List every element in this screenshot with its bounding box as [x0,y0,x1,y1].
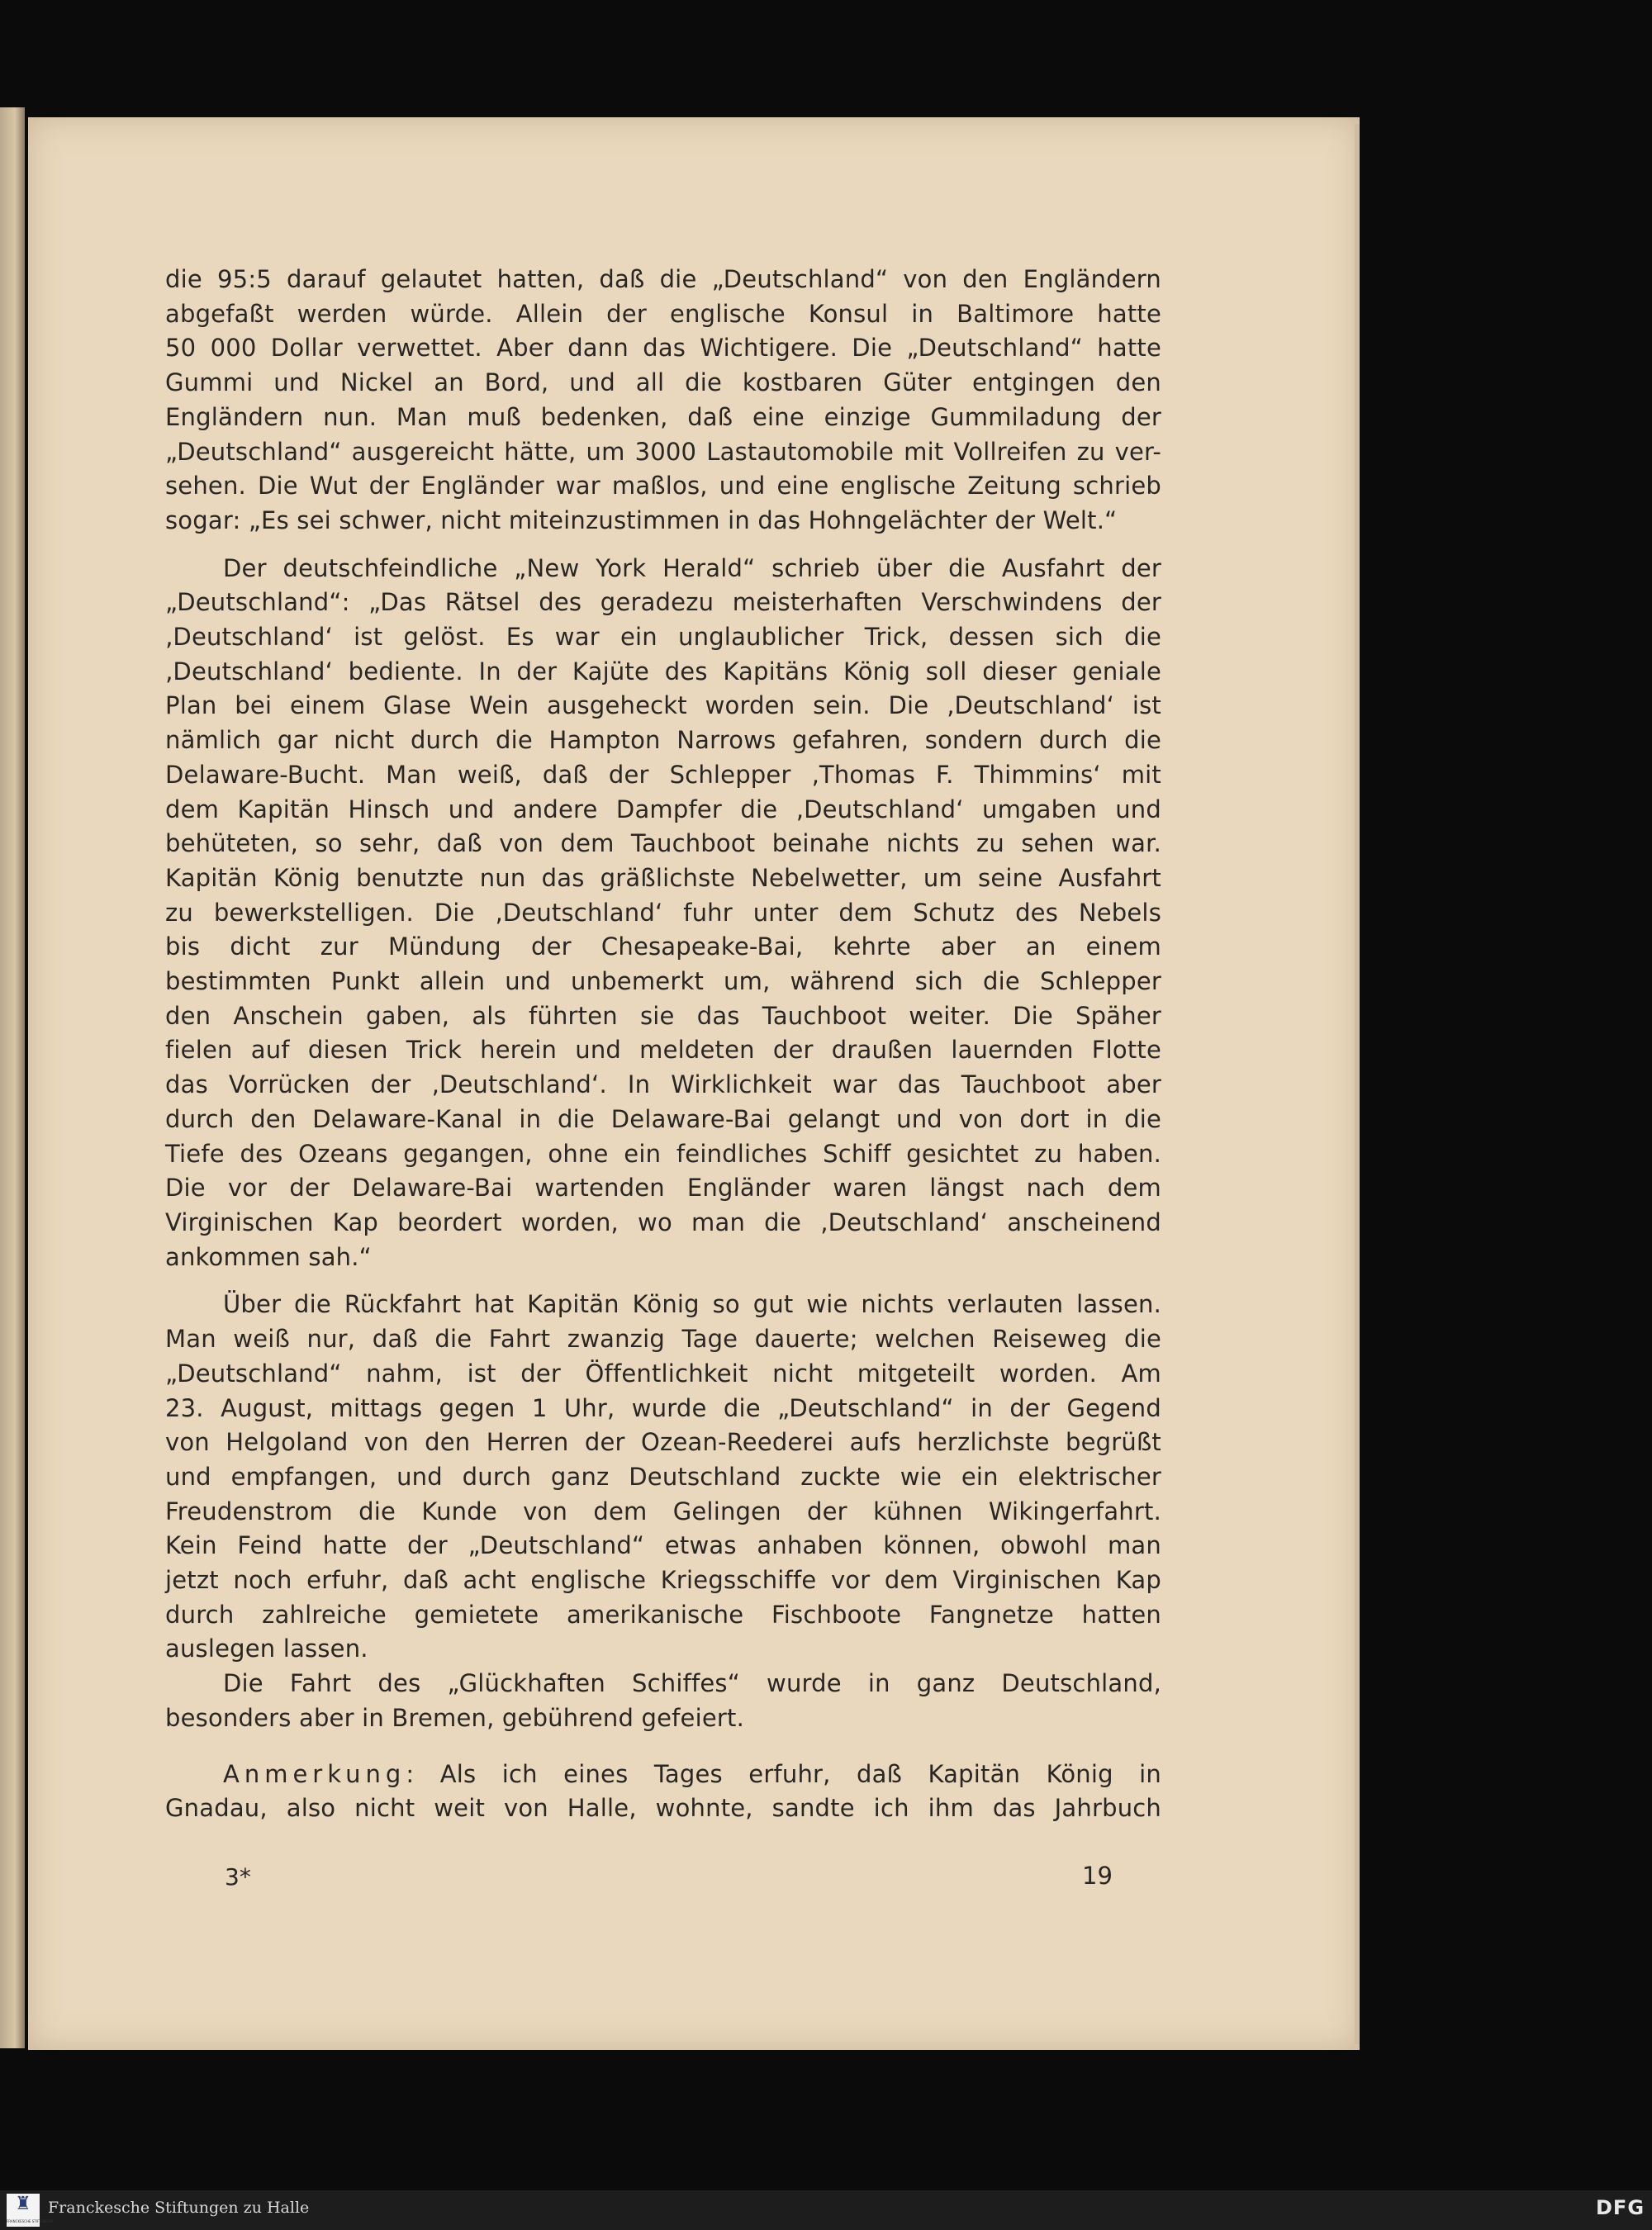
text-line: den Anschein gaben, als führten sie das Tauchboot weiter. Die Späher [165,1001,1161,1030]
tower-icon: ♜ [15,2194,31,2214]
text-line: „Deutschland“ ausgereicht hätte, um 3000 Lastautomobile mit Vollreifen zu ver- [165,437,1161,466]
note-line [165,1758,1161,1792]
text-line: fielen auf diesen Trick herein und meldeten der draußen lauernden Flotte [165,1036,1161,1065]
text-line: 50 000 Dollar verwettet. Aber dann das Wichtigere. Die „Deutschland“ hatte [165,334,1161,363]
text-line: und empfangen, und durch ganz Deutschland zuckte wie ein elektrischer [165,1462,1161,1491]
text-line: auslegen lassen. [165,1635,368,1663]
page-number: 19 [1082,1862,1113,1890]
text-line: bestimmten Punkt allein und unbemerkt um, während sich die Schlepper [165,967,1161,996]
dfg-logo: DFG [1596,2196,1645,2219]
note-text: : Als ich eines Tages erfuhr, daß Kapitän König in [406,1759,1161,1788]
text-line: Plan bei einem Glase Wein ausgeheckt worden sein. Die ‚Deutschland‘ ist [165,691,1161,720]
institution-name: Franckesche Stiftungen zu Halle [48,2199,310,2217]
body-text [165,263,1161,1826]
signature-mark: 3* [225,1863,251,1891]
text-line: Kein Feind hatte der „Deutschland“ etwas anhaben können, obwohl man [165,1531,1161,1560]
text-line: die 95:5 darauf gelautet hatten, daß die „Deutschland“ von den Engländern [165,265,1161,293]
text-line: bis dicht zur Mündung der Chesapeake-Bai, kehrte aber an einem [165,932,1161,961]
text-line: sogar: „Es sei schwer, nicht miteinzustimmen in das Hohngelächter der Welt.“ [165,505,1118,534]
text-line: Die Fahrt des „Glückhaften Schiffes“ wurde in ganz Deutschland, [223,1669,1161,1698]
text-line: Kapitän König benutzte nun das gräßlichste Nebelwetter, um seine Ausfahrt [165,863,1161,892]
text-line: jetzt noch erfuhr, daß acht englische Kriegsschiffe vor dem Virginischen Kap [165,1566,1161,1595]
text-line: zu bewerkstelligen. Die ‚Deutschland‘ fuhr unter dem Schutz des Nebels [165,898,1161,927]
logo-caption: FRANCKESCHE STIFTUNGEN [7,2219,54,2223]
text-line: sehen. Die Wut der Engländer war maßlos, und eine englische Zeitung schrieb [165,472,1161,501]
text-line: behüteten, so sehr, daß von dem Tauchboot beinahe nichts zu sehen war. [165,829,1161,858]
text-line: Über die Rückfahrt hat Kapitän König so gut wie nichts verlauten lassen. [223,1290,1161,1319]
text-line: das Vorrücken der ‚Deutschland‘. In Wirklichkeit war das Tauchboot aber [165,1070,1161,1099]
text-line: Die vor der Delaware-Bai wartenden Engländer waren längst nach dem [165,1174,1161,1203]
text-line: Virginischen Kap beordert worden, wo man die ‚Deutschland‘ anscheinend [165,1208,1161,1236]
text-line: ‚Deutschland‘ ist gelöst. Es war ein unglaublicher Trick, dessen sich die [165,623,1161,652]
text-line: Delaware-Bucht. Man weiß, daß der Schlepper ‚Thomas F. Thimmins‘ mit [165,760,1161,789]
text-line: 23. August, mittags gegen 1 Uhr, wurde die „Deutschland“ in der Gegend [165,1393,1161,1422]
text-line: Gummi und Nickel an Bord, und all die kostbaren Güter entgingen den [165,368,1161,397]
text-line: „Deutschland“: „Das Rätsel des geradezu meisterhaften Verschwindens der [165,588,1161,617]
text-line: Man weiß nur, daß die Fahrt zwanzig Tage dauerte; welchen Reiseweg die [165,1325,1161,1354]
note-label: Anmerkung [223,1759,406,1788]
text-line: Freudenstrom die Kunde von dem Gelingen der kühnen Wikingerfahrt. [165,1497,1161,1525]
text-line: durch den Delaware-Kanal in die Delaware-Bai gelangt und von dort in die [165,1104,1161,1133]
text-line: von Helgoland von den Herren der Ozean-Reederei aufs herzlichste begrüßt [165,1428,1161,1457]
text-line: Tiefe des Ozeans gegangen, ohne ein feindliches Schiff gesichtet zu haben. [165,1139,1161,1168]
text-line: Engländern nun. Man muß bedenken, daß eine einzige Gummiladung der [165,402,1161,431]
page-right-edge [1355,124,1360,2044]
note-line: Gnadau, also nicht weit von Halle, wohnte, sandte ich ihm das Jahrbuch [165,1794,1161,1823]
text-line: abgefaßt werden würde. Allein der englische Konsul in Baltimore hatte [165,299,1161,328]
text-line: ankommen sah.“ [165,1242,372,1271]
text-line: besonders aber in Bremen, gebührend gefeiert. [165,1703,744,1732]
left-page-edge [0,107,25,2048]
text-line: „Deutschland“ nahm, ist der Öffentlichkeit nicht mitgeteilt worden. Am [165,1359,1161,1388]
text-line: durch zahlreiche gemietete amerikanische Fischboote Fangnetze hatten [165,1600,1161,1629]
text-line: Der deutschfeindliche „New York Herald“ schrieb über die Ausfahrt der [223,553,1161,582]
text-line: dem Kapitän Hinsch und andere Dampfer die ‚Deutschland‘ umgaben und [165,795,1161,823]
text-line: ‚Deutschland‘ bediente. In der Kajüte des Kapitäns König soll dieser geniale [165,657,1161,686]
text-line: nämlich gar nicht durch die Hampton Narrows gefahren, sondern durch die [165,726,1161,755]
